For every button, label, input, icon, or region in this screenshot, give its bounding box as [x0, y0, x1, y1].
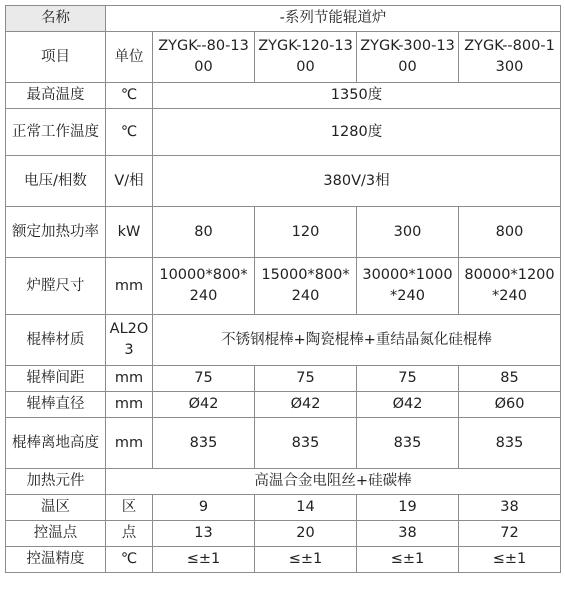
row-unit: AL2O3 — [106, 315, 153, 366]
row-chamber — [6, 258, 561, 315]
row-unit: ℃ — [106, 547, 153, 573]
model-3: ZYGK-300-1300 — [357, 32, 459, 83]
row-zones — [6, 495, 561, 521]
cell-1: Ø42 — [153, 392, 255, 418]
row-value: 380V/3相 — [153, 156, 561, 207]
row-roller-spacing — [6, 366, 561, 392]
cell-3: Ø42 — [357, 392, 459, 418]
row-label: 辊棒直径 — [6, 392, 106, 418]
cell-4: 80000*1200*240 — [459, 258, 561, 315]
row-label: 棍棒离地高度 — [6, 418, 106, 469]
row-max-temp — [6, 83, 561, 109]
cell-4: 85 — [459, 366, 561, 392]
row-value: 高温合金电阻丝+硅碳棒 — [106, 469, 561, 495]
model-1: ZYGK--80-1300 — [153, 32, 255, 83]
row-label: 正常工作温度 — [6, 109, 106, 156]
row-label: 最高温度 — [6, 83, 106, 109]
cell-2: 75 — [255, 366, 357, 392]
row-unit: kW — [106, 207, 153, 258]
row-unit: mm — [106, 366, 153, 392]
cell-3: 38 — [357, 521, 459, 547]
cell-3: 30000*1000*240 — [357, 258, 459, 315]
cell-1: 75 — [153, 366, 255, 392]
row-value: 1350度 — [153, 83, 561, 109]
row-label: 炉膛尺寸 — [6, 258, 106, 315]
cell-1: 80 — [153, 207, 255, 258]
row-label: 控温精度 — [6, 547, 106, 573]
cell-2: 120 — [255, 207, 357, 258]
row-voltage — [6, 156, 561, 207]
cell-2: 15000*800*240 — [255, 258, 357, 315]
cell-3: 75 — [357, 366, 459, 392]
cell-1: 10000*800*240 — [153, 258, 255, 315]
row-label: 额定加热功率 — [6, 207, 106, 258]
cell-4: Ø60 — [459, 392, 561, 418]
cell-1: 13 — [153, 521, 255, 547]
cell-1: 835 — [153, 418, 255, 469]
cell-2: ≤±1 — [255, 547, 357, 573]
cell-3: 19 — [357, 495, 459, 521]
row-label: 辊棒间距 — [6, 366, 106, 392]
row-label: 加热元件 — [6, 469, 106, 495]
row-label: 棍棒材质 — [6, 315, 106, 366]
row-unit: 点 — [106, 521, 153, 547]
row-unit: ℃ — [106, 109, 153, 156]
model-4: ZYGK--800-1300 — [459, 32, 561, 83]
series-title: -系列节能辊道炉 — [106, 6, 561, 32]
item-header: 项目 — [6, 32, 106, 83]
row-unit: V/相 — [106, 156, 153, 207]
row-unit: ℃ — [106, 83, 153, 109]
cell-4: 72 — [459, 521, 561, 547]
row-label: 温区 — [6, 495, 106, 521]
row-control-points — [6, 521, 561, 547]
cell-3: 300 — [357, 207, 459, 258]
row-label: 控温点 — [6, 521, 106, 547]
cell-4: 38 — [459, 495, 561, 521]
row-value: 1280度 — [153, 109, 561, 156]
row-work-temp — [6, 109, 561, 156]
cell-2: Ø42 — [255, 392, 357, 418]
row-roller-height — [6, 418, 561, 469]
cell-4: ≤±1 — [459, 547, 561, 573]
cell-3: 835 — [357, 418, 459, 469]
cell-4: 835 — [459, 418, 561, 469]
row-roller-material — [6, 315, 561, 366]
row-unit: mm — [106, 392, 153, 418]
cell-2: 835 — [255, 418, 357, 469]
cell-3: ≤±1 — [357, 547, 459, 573]
name-label: 名称 — [6, 6, 106, 32]
cell-4: 800 — [459, 207, 561, 258]
model-2: ZYGK-120-1300 — [255, 32, 357, 83]
spec-table — [5, 5, 561, 573]
cell-2: 14 — [255, 495, 357, 521]
row-roller-diameter — [6, 392, 561, 418]
cell-1: ≤±1 — [153, 547, 255, 573]
row-unit: 区 — [106, 495, 153, 521]
row-unit: mm — [106, 418, 153, 469]
row-value: 不锈钢棍棒+陶瓷棍棒+重结晶氮化硅棍棒 — [153, 315, 561, 366]
row-unit: mm — [106, 258, 153, 315]
row-power — [6, 207, 561, 258]
unit-header: 单位 — [106, 32, 153, 83]
cell-2: 20 — [255, 521, 357, 547]
row-precision — [6, 547, 561, 573]
cell-1: 9 — [153, 495, 255, 521]
title-row — [6, 6, 561, 32]
row-label: 电压/相数 — [6, 156, 106, 207]
model-row — [6, 32, 561, 83]
row-heating-element — [6, 469, 561, 495]
